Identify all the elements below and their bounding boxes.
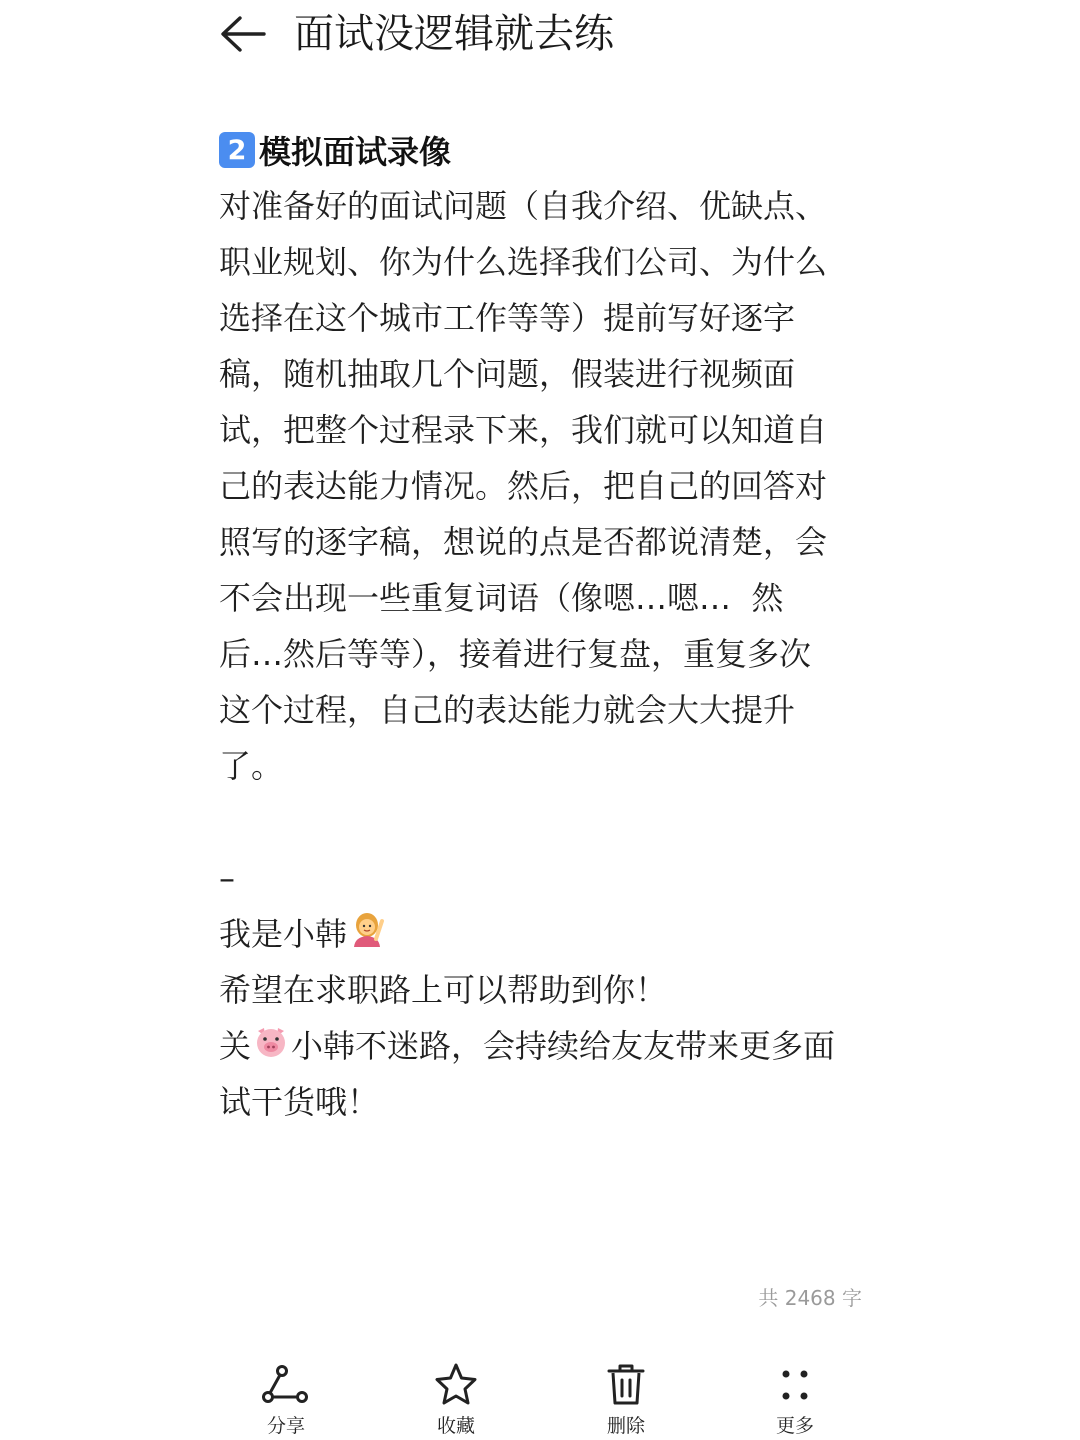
favorite-button[interactable] — [406, 1355, 506, 1440]
paragraph-line: 选择在这个城市工作等等）提前写好逐字 — [219, 299, 796, 337]
intro-text: 我是小韩 — [219, 915, 348, 953]
delete-button[interactable] — [576, 1355, 676, 1440]
paragraph-line: 稿，随机抽取几个问题，假装进行视频面 — [219, 355, 796, 393]
trash-icon — [600, 1361, 652, 1409]
note-content — [219, 122, 879, 1130]
paragraph-line: 职业规划、你为什么选择我们公司、为什么 — [219, 243, 828, 281]
page-title: 面试没逻辑就去练 — [294, 11, 614, 57]
follow-line-2: 试干货哦！ — [219, 1083, 380, 1121]
paragraph-line: 己的表达能力情况。然后，把自己的回答对 — [219, 467, 828, 505]
number-badge: 2 — [219, 132, 255, 168]
separator-dash: – — [219, 859, 235, 897]
follow-line — [219, 1018, 879, 1074]
share-icon — [260, 1361, 312, 1409]
share-button[interactable] — [236, 1355, 336, 1440]
person-raising-hand-icon — [349, 908, 385, 964]
intro-line — [219, 906, 879, 962]
section-heading-text: 模拟面试录像 — [259, 133, 452, 171]
delete-label: 删除 — [606, 1415, 645, 1437]
blank-line — [219, 794, 879, 850]
star-icon — [430, 1361, 482, 1409]
paragraph-line: 试，把整个过程录下来，我们就可以知道自 — [219, 411, 828, 449]
share-label: 分享 — [266, 1415, 305, 1437]
bottom-toolbar — [0, 1355, 1080, 1440]
word-count: 共 2468 字 — [758, 1286, 862, 1310]
paragraph-line: 照写的逐字稿，想说的点是否都说清楚，会 — [219, 523, 828, 561]
more-dots-icon — [769, 1361, 821, 1409]
paragraph-line: 对准备好的面试问题（自我介绍、优缺点、 — [219, 187, 828, 225]
more-button[interactable] — [745, 1355, 845, 1440]
follow-prefix: 关 — [219, 1027, 252, 1065]
section-heading — [219, 122, 879, 178]
paragraph-line: 了。 — [219, 747, 284, 785]
back-arrow-icon — [218, 12, 268, 56]
pig-face-icon — [253, 1020, 289, 1076]
favorite-label: 收藏 — [436, 1415, 475, 1437]
paragraph-line: 这个过程，自己的表达能力就会大大提升 — [219, 691, 796, 729]
wish-line: 希望在求职路上可以帮助到你！ — [219, 971, 668, 1009]
paragraph-line: 不会出现一些重复词语（像嗯…嗯… 然 — [219, 579, 784, 617]
back-button[interactable] — [218, 12, 268, 56]
paragraph-line: 后…然后等等），接着进行复盘，重复多次 — [219, 635, 812, 673]
follow-text: 小韩不迷路，会持续给友友带来更多面 — [291, 1027, 836, 1065]
more-label: 更多 — [775, 1415, 814, 1437]
top-bar — [0, 0, 1080, 70]
